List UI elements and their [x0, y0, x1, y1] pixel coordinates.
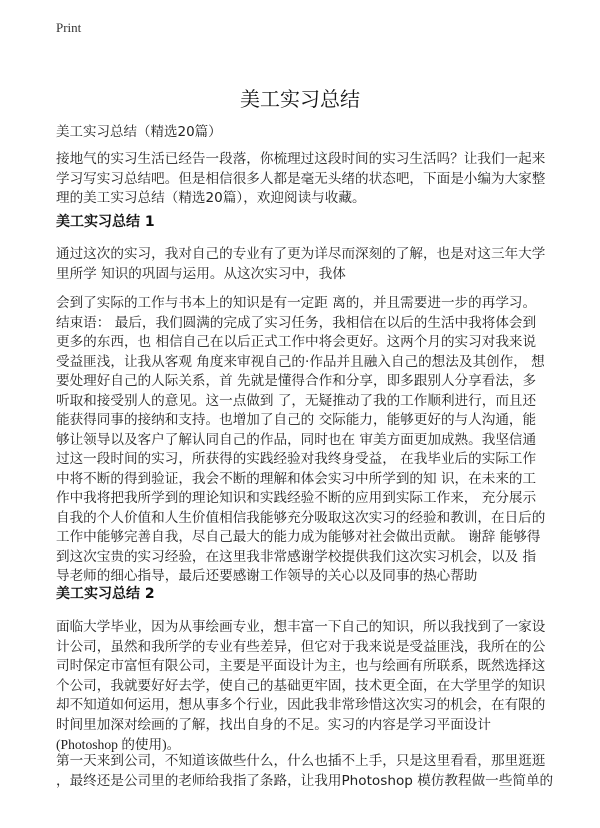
text-line: 能获得同事的接纳和支持。也增加了自己的 交际能力，能够更好的与人沟通，能: [56, 412, 537, 428]
text-line: 个公司，我就要好好去学，使自己的基础更牢固，技术更全面，在大学里学的知识: [56, 677, 546, 694]
text-line: 过这一段时间的实习，所获得的实践经验对我终身受益， 在我毕业后的实际工作: [56, 451, 537, 467]
intro-paragraph: [56, 150, 545, 209]
paragraph: [56, 618, 545, 755]
text-line: 到这次宝贵的实习经验，在这里我非常感谢学校提供我们这次实习机会，以及 指: [56, 548, 537, 565]
text-line: 面临大学毕业，因为从事绘画专业，想丰富一下自己的知识，所以我找到了一家设: [56, 619, 546, 635]
text-line: 作中我将把我所学到的理论知识和实践经验不断的应用到实际工作来， 充分展示: [56, 490, 537, 506]
text-line: 里所学 知识的巩固与运用。从这次实习中，我体: [56, 265, 346, 282]
text-line: 却不知道如何运用，想从事多个行业，因此我非常珍惜这次实习的机会，在有限的: [56, 697, 546, 713]
text-line: 中将不断的得到验证，我会不断的理解和体会实习中所学到的知 识，在未来的工: [56, 470, 537, 487]
text-line: 理的美工实习总结（精选20篇），欢迎阅读与收藏。: [56, 190, 366, 206]
text-line: 更多的东西，也 相信自己在以后正式工作中将会更好。这两个月的实习对我来说: [56, 334, 537, 350]
text-line: 自我的个人价值和人生价值相信我能够充分吸取这次实习的经验和教训，在日后的: [56, 509, 546, 526]
paragraph: [56, 294, 545, 587]
text-line: 导老师的细心指导，最后还要感谢工作领导的关心以及同事的热心帮助: [56, 568, 478, 584]
text-line: 工作中能够完善自我，尽自己最大的能力成为能够对社会做出贡献。 谢辞 能够得: [56, 529, 541, 545]
text-line: 司时保定市富恒有限公司，主要是平面设计为主，也与绘画有所联系，既然选择这: [56, 658, 546, 674]
text-line: 结束语： 最后，我们圆满的完成了实习任务，我相信在以后的生活中我将体会到: [56, 314, 537, 331]
text-line: 够让领导以及客户了解认同自己的作品，同时也在 审美方面更加成熟。我坚信通: [56, 431, 537, 448]
text-line: (Photoshop 的使用)。: [56, 737, 181, 752]
document-title: 美工实习总结: [240, 87, 360, 111]
text-line: 受益匪浅，让我从客观 角度来审视自己的·作品并且融入自己的想法及其创作， 想: [56, 353, 545, 370]
section-heading: 美工实习总结 1: [56, 214, 155, 230]
text-line: 时间里加深对绘画的了解，找出自身的不足。实习的内容是学习平面设计: [56, 716, 491, 733]
text-line: 学习写实习总结吧。但是相信很多人都是毫无头绪的状态吧，下面是小编为大家整: [56, 170, 546, 187]
paragraph: [56, 752, 553, 791]
text-line: 要处理好自己的人际关系，首 先就是懂得合作和分享，即多跟别人分享看法，多: [56, 373, 537, 389]
text-line: 接地气的实习生活已经告一段落，你梳理过这段时间的实习生活吗？让我们一起来: [56, 151, 546, 167]
document-subtitle: 美工实习总结（精选20篇）: [56, 124, 222, 140]
text-line: 听取和接受别人的意见。这一点做到 了，无疑推动了我的工作顺利进行，而且还: [56, 392, 537, 409]
text-line: 计公司，虽然和我所学的专业有些差异，但它对于我来说是受益匪浅，我所在的公: [56, 638, 546, 655]
text-line: 第一天来到公司，不知道该做些什么，什么也插不上手，只是这里看看，那里逛逛: [56, 753, 546, 769]
text-line: 通过这次的实习，我对自己的专业有了更为详尽而深刻的了解，也是对这三年大学: [56, 246, 546, 262]
text-line: ，最终还是公司里的老师给我指了条路，让我用Photoshop 模仿教程做一些简单的: [56, 772, 554, 789]
section-heading: 美工实习总结 2: [56, 586, 155, 602]
paragraph: [56, 245, 545, 284]
text-line: 会到了实际的工作与书本上的知识是有一定距 离的，并且需要进一步的再学习。: [56, 295, 537, 311]
print-link[interactable]: Print: [56, 20, 82, 35]
